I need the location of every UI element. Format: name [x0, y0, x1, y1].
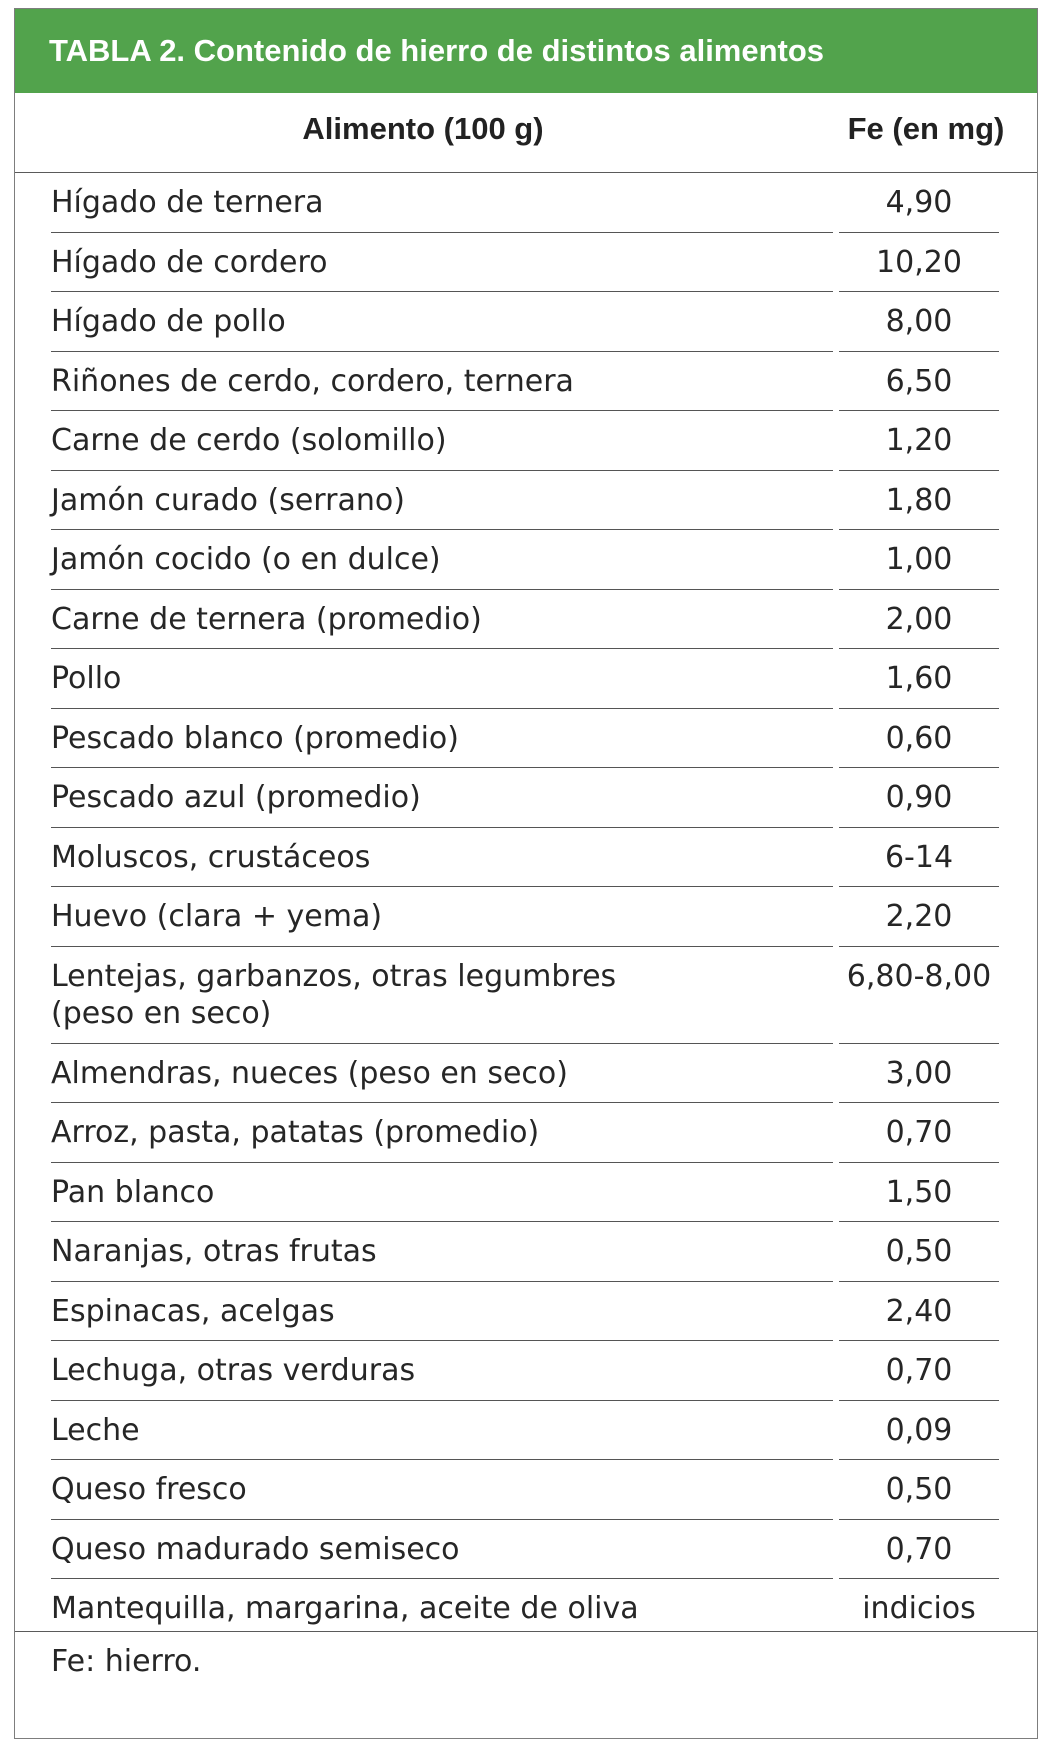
iron-value-cell: 1,20	[839, 411, 999, 471]
table-row	[15, 1460, 1037, 1520]
food-cell: Lechuga, otras verduras	[51, 1341, 833, 1401]
iron-value-cell: 6,50	[839, 352, 999, 412]
table-row	[15, 947, 1037, 1044]
food-cell: Jamón curado (serrano)	[51, 471, 833, 531]
table-title-bar	[15, 9, 1037, 93]
iron-value-cell: 1,60	[839, 649, 999, 709]
iron-value-cell: 0,90	[839, 768, 999, 828]
food-cell: Queso fresco	[51, 1460, 833, 1520]
iron-value-cell: 0,50	[839, 1222, 999, 1282]
table-row	[15, 887, 1037, 947]
iron-value-cell: 1,50	[839, 1163, 999, 1223]
food-cell: Carne de cerdo (solomillo)	[51, 411, 833, 471]
iron-value-cell: 0,70	[839, 1341, 999, 1401]
header-food-column: Alimento (100 g)	[302, 111, 544, 146]
table-row	[15, 1222, 1037, 1282]
iron-value-cell: 2,00	[839, 590, 999, 650]
food-cell: Lentejas, garbanzos, otras legumbres (peso en seco)	[51, 947, 833, 1044]
table-row	[15, 1401, 1037, 1461]
food-cell: Leche	[51, 1401, 833, 1461]
table-row	[15, 1579, 1037, 1639]
food-cell: Pan blanco	[51, 1163, 833, 1223]
food-cell: Pollo	[51, 649, 833, 709]
food-cell: Espinacas, acelgas	[51, 1282, 833, 1342]
table-row	[15, 1520, 1037, 1580]
table-footnote: Fe: hierro.	[51, 1644, 202, 1679]
table-row	[15, 352, 1037, 412]
table-row	[15, 173, 1037, 233]
food-cell: Pescado azul (promedio)	[51, 768, 833, 828]
food-cell: Hígado de cordero	[51, 233, 833, 293]
food-cell: Arroz, pasta, patatas (promedio)	[51, 1103, 833, 1163]
iron-value-cell: 0,60	[839, 709, 999, 769]
food-cell: Jamón cocido (o en dulce)	[51, 530, 833, 590]
food-cell: Naranjas, otras frutas	[51, 1222, 833, 1282]
iron-value-cell: 0,50	[839, 1460, 999, 1520]
iron-value-cell: 8,00	[839, 292, 999, 352]
food-cell: Hígado de pollo	[51, 292, 833, 352]
iron-value-cell: 6-14	[839, 828, 999, 888]
iron-value-cell: 1,00	[839, 530, 999, 590]
table-title: TABLA 2. Contenido de hierro de distintos alimentos	[49, 33, 825, 68]
table-row	[15, 1341, 1037, 1401]
table-row	[15, 590, 1037, 650]
table-row	[15, 471, 1037, 531]
table-header-row	[15, 93, 1037, 173]
table-row	[15, 1282, 1037, 1342]
iron-value-cell: 4,90	[839, 173, 999, 233]
table-row	[15, 411, 1037, 471]
header-iron-column: Fe (en mg)	[847, 111, 1005, 146]
iron-value-cell: 2,40	[839, 1282, 999, 1342]
table-footnote-area	[15, 1631, 1037, 1738]
table-row	[15, 530, 1037, 590]
table-body	[15, 173, 1037, 1639]
food-cell: Queso madurado semiseco	[51, 1520, 833, 1580]
table-row	[15, 828, 1037, 888]
iron-value-cell: 0,70	[839, 1103, 999, 1163]
table-row	[15, 709, 1037, 769]
table-row	[15, 1163, 1037, 1223]
iron-value-cell: 3,00	[839, 1044, 999, 1104]
food-cell: Huevo (clara + yema)	[51, 887, 833, 947]
iron-content-table	[14, 8, 1038, 1739]
food-cell: Riñones de cerdo, cordero, ternera	[51, 352, 833, 412]
food-cell: Hígado de ternera	[51, 173, 833, 233]
food-cell: Pescado blanco (promedio)	[51, 709, 833, 769]
iron-value-cell: 10,20	[839, 233, 999, 293]
food-cell: Moluscos, crustáceos	[51, 828, 833, 888]
iron-value-cell: indicios	[862, 1591, 976, 1626]
table-row	[15, 768, 1037, 828]
food-cell: Almendras, nueces (peso en seco)	[51, 1044, 833, 1104]
iron-value-cell: 0,70	[839, 1520, 999, 1580]
table-row	[15, 1044, 1037, 1104]
table-row	[15, 1103, 1037, 1163]
iron-value-cell: 2,20	[839, 887, 999, 947]
iron-value-cell: 6,80-8,00	[839, 947, 999, 1044]
table-row	[15, 233, 1037, 293]
iron-value-cell: 1,80	[839, 471, 999, 531]
table-row	[15, 649, 1037, 709]
food-cell: Mantequilla, margarina, aceite de oliva	[51, 1591, 639, 1626]
iron-value-cell: 0,09	[839, 1401, 999, 1461]
table-row	[15, 292, 1037, 352]
food-cell: Carne de ternera (promedio)	[51, 590, 833, 650]
